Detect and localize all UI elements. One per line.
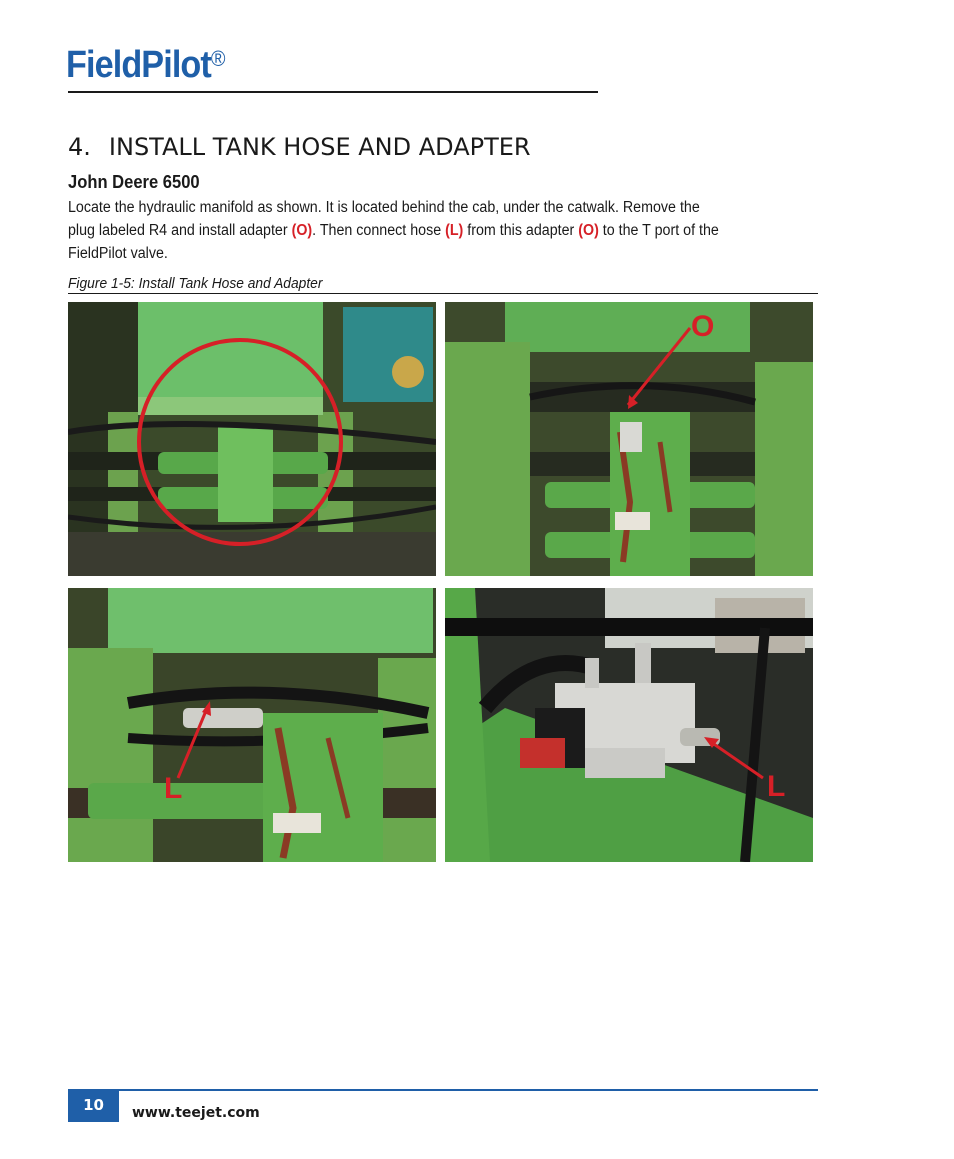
footer-divider xyxy=(68,1089,818,1091)
annotation-l: L xyxy=(767,770,786,803)
page-number: 10 xyxy=(68,1091,119,1122)
model-subheading: John Deere 6500 xyxy=(68,172,200,192)
label-l: (L) xyxy=(445,222,464,239)
caption-divider xyxy=(68,293,818,294)
hose-l-at-adapter-photo xyxy=(68,588,436,862)
registered-mark: ® xyxy=(210,46,225,71)
label-o: (O) xyxy=(578,222,599,239)
instruction-paragraph xyxy=(68,196,767,265)
annotation-l: L xyxy=(164,772,183,805)
paragraph-line-3: FieldPilot valve. xyxy=(68,245,168,262)
fieldpilot-logo xyxy=(66,44,225,87)
header-divider xyxy=(68,91,598,93)
adapter-o-photo xyxy=(445,302,813,576)
section-number: 4. xyxy=(68,133,91,161)
manifold-overview-photo xyxy=(68,302,436,576)
website-link[interactable]: www.teejet.com xyxy=(132,1105,260,1121)
logo-text: FieldPilot xyxy=(66,44,211,86)
paragraph-text: from this adapter xyxy=(463,222,579,239)
paragraph-text: to the T port of the xyxy=(598,222,719,239)
label-o: (O) xyxy=(291,222,313,239)
section-heading xyxy=(68,133,531,161)
annotation-o: O xyxy=(691,310,715,343)
section-title: INSTALL TANK HOSE AND ADAPTER xyxy=(108,133,531,161)
figure-caption: Figure 1-5: Install Tank Hose and Adapter xyxy=(68,275,323,292)
hose-l-at-valve-photo xyxy=(445,588,813,862)
paragraph-text: plug labeled R4 and install adapter xyxy=(68,222,292,239)
paragraph-text: . Then connect hose xyxy=(312,222,446,239)
paragraph-line-1: Locate the hydraulic manifold as shown. It is located behind the cab, under the catwalk. Remove the xyxy=(68,199,700,216)
